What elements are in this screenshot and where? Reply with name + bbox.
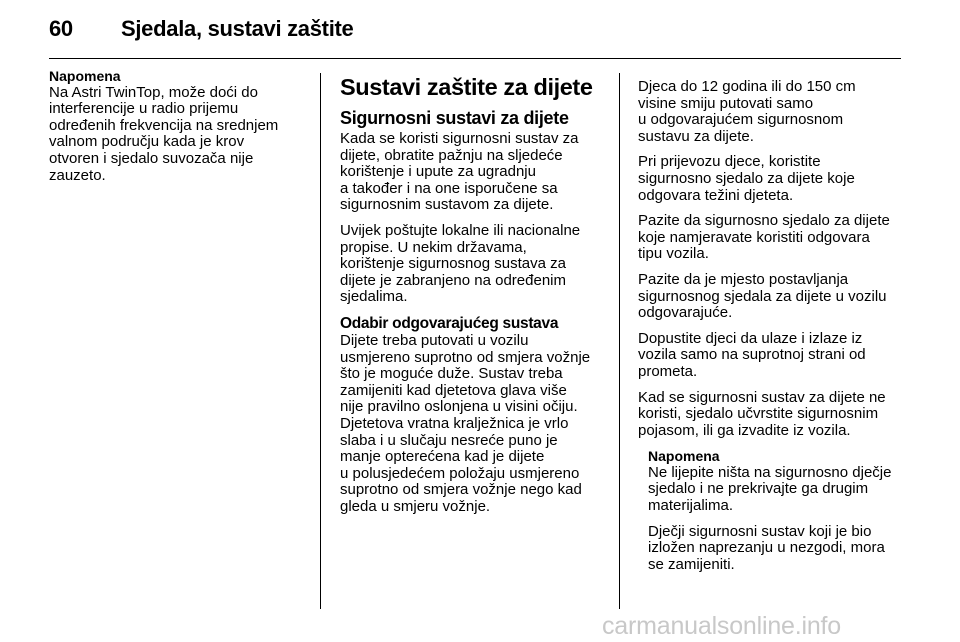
subsection-heading: Odabir odgovarajućeg sustava bbox=[340, 314, 559, 332]
note-block bbox=[638, 448, 904, 573]
note-heading: Napomena bbox=[648, 448, 720, 465]
text-line: zauzeto. bbox=[49, 166, 106, 184]
text-line: Pazite da sigurnosno sjedalo za dijete bbox=[638, 212, 890, 230]
text-line: nije pravilno oslonjena u visini očiju. bbox=[340, 398, 578, 416]
paragraph bbox=[638, 272, 904, 322]
text-line: prometa. bbox=[638, 362, 698, 380]
text-line: propise. U nekim državama, bbox=[340, 238, 527, 256]
text-line: Pazite da je mjesto postavljanja bbox=[638, 270, 849, 288]
watermark-text: carmanualsonline.info bbox=[602, 612, 842, 640]
text-line: korištenje sigurnosnog sustava za bbox=[340, 255, 566, 273]
text-line: Na Astri TwinTop, može doći do bbox=[49, 83, 258, 101]
column-divider-right bbox=[619, 73, 620, 609]
paragraph bbox=[340, 333, 606, 516]
text-line: valnom području kada je krov bbox=[49, 133, 245, 151]
note-text bbox=[648, 465, 904, 515]
page-number: 60 bbox=[49, 16, 73, 41]
text-line: sjedalima. bbox=[340, 288, 408, 306]
text-line: izložen naprezanju u nezgodi, mora bbox=[648, 539, 885, 557]
text-line: Pri prijevozu djece, koristite bbox=[638, 153, 821, 171]
page-title: Sjedala, sustavi zaštite bbox=[121, 16, 354, 41]
paragraph bbox=[638, 390, 904, 440]
text-line: odgovara težini djeteta. bbox=[638, 186, 794, 204]
text-line: dijete je zabranjeno na određenim bbox=[340, 271, 566, 289]
text-line: Dopustite djeci da ulaze i izlaze iz bbox=[638, 329, 863, 347]
text-line: koristi, sjedalo učvrstite sigurnosnim bbox=[638, 405, 879, 423]
text-line: što je moguće duže. Sustav treba bbox=[340, 365, 563, 383]
text-line: određenih frekvencija na srednjem bbox=[49, 116, 279, 134]
paragraph bbox=[340, 223, 606, 306]
text-line: dijete, obratite pažnju na sljedeće bbox=[340, 146, 563, 164]
text-line: sigurnosnim sustavom za dijete. bbox=[340, 196, 554, 214]
text-line: u odgovarajućem sigurnosnom bbox=[638, 111, 844, 129]
text-line: korištenje i upute za ugradnju bbox=[340, 163, 536, 181]
column-right bbox=[638, 79, 904, 582]
column-middle bbox=[340, 66, 606, 524]
text-line: visine smiju putovati samo bbox=[638, 94, 814, 112]
paragraph bbox=[638, 154, 904, 204]
text-line: interferencije u radio prijemu bbox=[49, 100, 239, 118]
text-line: koje namjeravate koristiti odgovara bbox=[638, 228, 870, 246]
text-line: Dječji sigurnosni sustav koji je bio bbox=[648, 522, 872, 540]
text-line: sigurnosnog sjedala za dijete u vozilu bbox=[638, 287, 887, 305]
text-line: sigurnosno sjedalo za dijete koje bbox=[638, 169, 855, 187]
text-line: sjedalo i ne prekrivajte ga drugim bbox=[648, 480, 869, 498]
section-heading: Sustavi zaštite za dijete bbox=[340, 74, 593, 100]
text-line: u polusjedećem položaju usmjereno bbox=[340, 464, 580, 482]
header-rule bbox=[49, 58, 901, 59]
text-line: Kad se sigurnosni sustav za dijete ne bbox=[638, 388, 886, 406]
text-line: sustavu za dijete. bbox=[638, 127, 754, 145]
column-divider-left bbox=[320, 73, 321, 609]
text-line: Uvijek poštujte lokalne ili nacionalne bbox=[340, 221, 581, 239]
text-line: odgovarajuće. bbox=[638, 304, 733, 322]
subsection-heading: Sigurnosni sustavi za dijete bbox=[340, 108, 569, 128]
text-line: gleda u smjeru vožnje. bbox=[340, 497, 491, 515]
text-line: tipu vozila. bbox=[638, 245, 709, 263]
text-line: a također i na one isporučene sa bbox=[340, 179, 558, 197]
paragraph bbox=[638, 213, 904, 263]
text-line: Djetetova vratna kralježnica je vrlo bbox=[340, 414, 569, 432]
text-line: manje opterećena kad je dijete bbox=[340, 448, 545, 466]
note-text bbox=[648, 524, 904, 574]
text-line: usmjereno suprotno od smjera vožnje bbox=[340, 348, 591, 366]
text-line: Kada se koristi sigurnosni sustav za bbox=[340, 130, 579, 147]
text-line: materijalima. bbox=[648, 497, 734, 515]
note-heading: Napomena bbox=[49, 68, 121, 84]
text-line: zamijeniti kad djetetova glava više bbox=[340, 381, 567, 399]
text-line: Ne lijepite ništa na sigurnosno dječje bbox=[648, 463, 892, 481]
column-left bbox=[49, 68, 311, 193]
text-line: otvoren i sjedalo suvozača nije bbox=[49, 149, 254, 167]
text-line: pojasom, ili ga izvadite iz vozila. bbox=[638, 421, 851, 439]
paragraph bbox=[638, 331, 904, 381]
text-line: se zamijeniti. bbox=[648, 555, 735, 573]
text-line: Djeca do 12 godina ili do 150 cm bbox=[638, 78, 856, 95]
text-line: vozila samo na suprotnoj strani od bbox=[638, 346, 866, 364]
text-line: Dijete treba putovati u vozilu bbox=[340, 331, 529, 349]
note-text bbox=[49, 85, 311, 185]
text-line: suprotno od smjera vožnje nego kad bbox=[340, 481, 582, 499]
text-line: slaba i u slučaju nesreće puno je bbox=[340, 431, 558, 449]
page-header bbox=[0, 0, 960, 62]
paragraph bbox=[638, 79, 904, 145]
paragraph bbox=[340, 131, 606, 214]
